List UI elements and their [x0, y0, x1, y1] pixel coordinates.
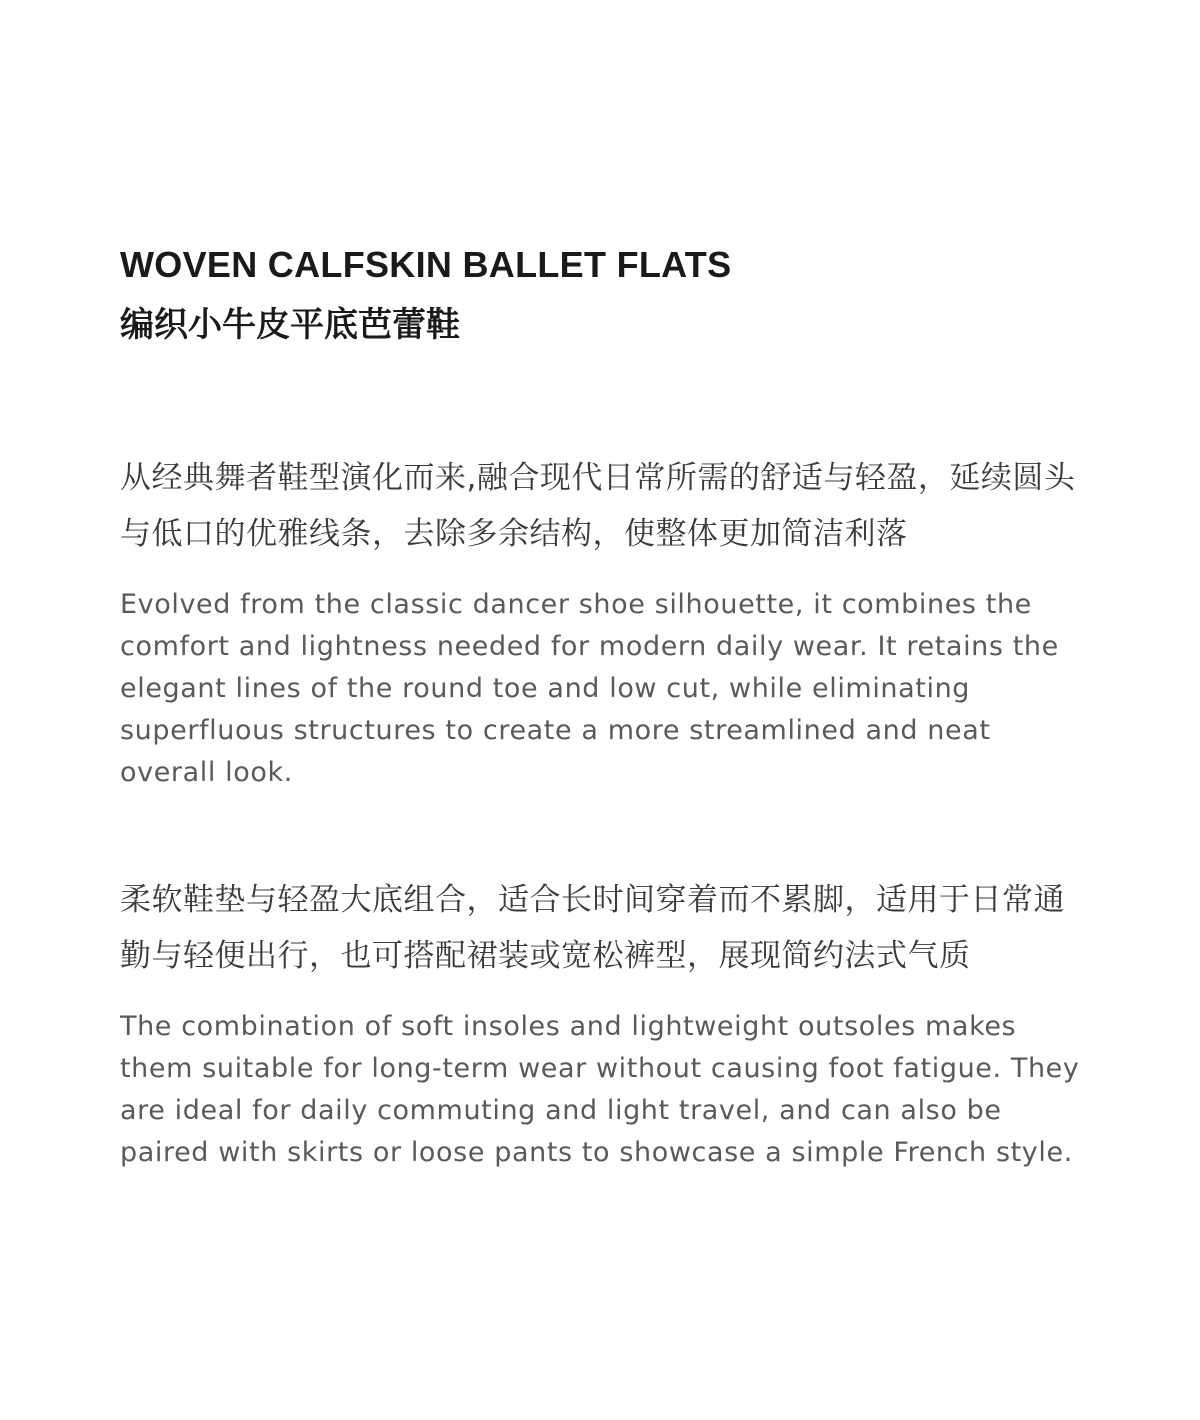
product-title-en: WOVEN CALFSKIN BALLET FLATS: [120, 244, 732, 285]
product-description: [120, 242, 1090, 1174]
description-section-2: [120, 872, 1090, 1174]
description-zh-1: 从经典舞者鞋型演化而来,融合现代日常所需的舒适与轻盈，延续圆头与低口的优雅线条，去除多余结构，使整体更加简洁利落: [120, 460, 1076, 552]
product-title-zh: 编织小牛皮平底芭蕾鞋: [120, 305, 460, 345]
description-section-1: [120, 450, 1090, 794]
description-en-2: The combination of soft insoles and lightweight outsoles makes them suitable for long-term wear without causing foot fatigue. They are ideal for daily commuting and light travel, and can also be paired with skirts or loose pants to showcase a simple French style.: [120, 1011, 1080, 1168]
description-zh-2: 柔软鞋垫与轻盈大底组合，适合长时间穿着而不累脚，适用于日常通勤与轻便出行，也可搭配裙装或宽松裤型，展现简约法式气质: [120, 882, 1065, 974]
description-en-1: Evolved from the classic dancer shoe silhouette, it combines the comfort and lightness needed for modern daily wear. It retains the elegant lines of the round toe and low cut, while eliminating superfluous structures to create a more streamlined and neat overall look.: [120, 589, 1059, 788]
